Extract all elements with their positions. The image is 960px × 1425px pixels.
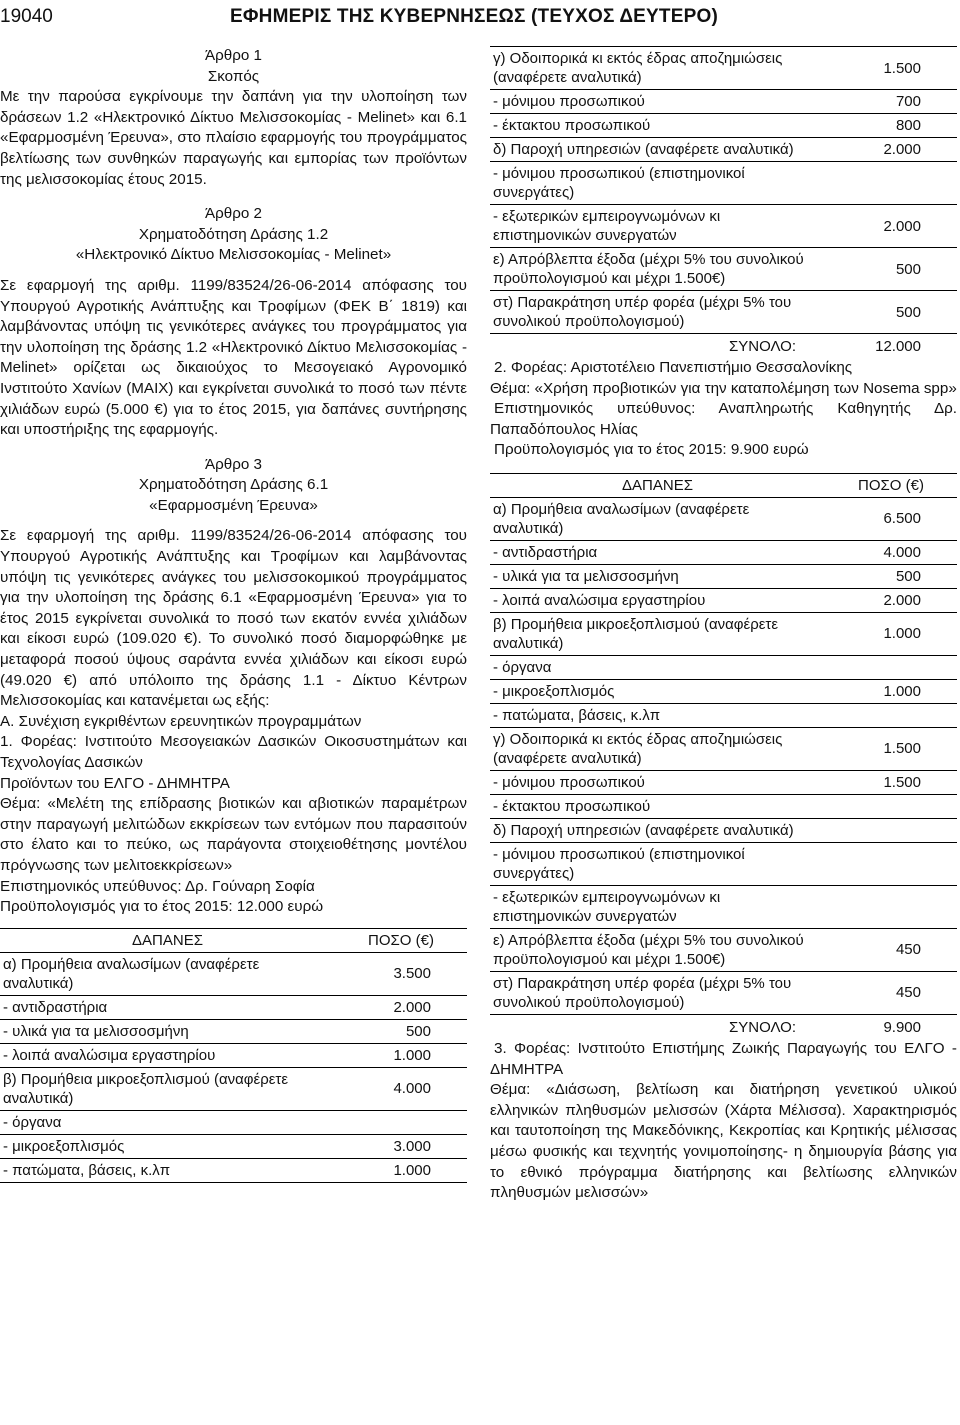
row-value: 800 — [826, 114, 957, 138]
row-label: γ) Οδοιπορικά κι εκτός έδρας αποζημιώσεις (αναφέρετε αναλυτικά) — [490, 727, 826, 770]
row-label: - έκτακτου προσωπικού — [490, 794, 826, 818]
row-value: 1.500 — [826, 770, 957, 794]
table-row — [490, 114, 957, 138]
table-header-row — [0, 928, 467, 952]
table-row — [0, 1043, 467, 1067]
row-label: - αντιδραστήρια — [490, 540, 826, 564]
table-row — [490, 248, 957, 291]
table-row — [490, 794, 957, 818]
table-row — [490, 679, 957, 703]
table-row — [490, 497, 957, 540]
budget-table-1-continued — [490, 46, 957, 358]
row-value: 1.500 — [826, 47, 957, 90]
table-total-row — [490, 334, 957, 359]
row-value: 500 — [826, 564, 957, 588]
header-label: ΔΑΠΑΝΕΣ — [0, 928, 336, 952]
table-row — [490, 928, 957, 971]
row-label: - εξωτερικών εμπειρογνωμόνων κι επιστημονικών συνεργατών — [490, 205, 826, 248]
row-value — [826, 162, 957, 205]
row-value: 4.000 — [826, 540, 957, 564]
row-value — [826, 885, 957, 928]
row-label: στ) Παρακράτηση υπέρ φορέα (μέχρι 5% του συνολικού προϋπολογισμού) — [490, 291, 826, 334]
body-1-responsible: Επιστημονικός υπεύθυνος: Δρ. Γούναρη Σοφία — [0, 877, 315, 895]
table-row — [0, 1110, 467, 1134]
body-2-responsible: Επιστημονικός υπεύθυνος: Αναπληρωτής Καθηγητής Δρ. Παπαδόπουλος Ηλίας — [490, 400, 957, 438]
article-2-text: Σε εφαρμογή της αριθμ. 1199/83524/26-06-2014 απόφασης του Υπουργού Αγροτικής Ανάπτυξης και Τροφίμων (ΦΕΚ Β΄ 1819) και λαμβάνοντας υπόψη τις γενικότερες ανάγκες του προγράμματος για την υλοποίηση της δράσης 1.2 «Ηλεκτρονικό Δίκτυο Μελισσοκομίας -Melinet» ορίζεται ως δικαιούχος το Μεσογειακό Αγρονομικό Ινστιτούτο Χανίων (ΜΑΙΧ) και εγκρίνεται συνολικά το ποσό των πέντε χιλιάδων ευρώ (5.000 €) για το έτος 2015, για δαπάνες συντήρησης και υποστήριξης της εφαρμογής. — [0, 276, 467, 439]
row-value: 3.500 — [336, 952, 467, 995]
row-value: 2.000 — [826, 205, 957, 248]
row-label: - όργανα — [0, 1110, 336, 1134]
row-label: α) Προμήθεια αναλωσίμων (αναφέρετε αναλυτικά) — [490, 497, 826, 540]
row-label: γ) Οδοιπορικά κι εκτός έδρας αποζημιώσεις (αναφέρετε αναλυτικά) — [490, 47, 826, 90]
table-row — [0, 1134, 467, 1158]
total-value: 12.000 — [875, 338, 921, 355]
row-value: 6.500 — [826, 497, 957, 540]
row-value: 1.500 — [826, 727, 957, 770]
row-value — [826, 655, 957, 679]
row-label: - μόνιμου προσωπικού (επιστημονικοί συνεργάτες) — [490, 162, 826, 205]
table-row — [490, 162, 957, 205]
body-2-name: 2. Φορέας: Αριστοτέλειο Πανεπιστήμιο Θεσσαλονίκης — [494, 359, 853, 376]
article-1-title: Σκοπός — [207, 67, 260, 85]
table-row — [490, 564, 957, 588]
table-row — [490, 885, 957, 928]
body-1-theme: Θέμα: «Μελέτη της επίδρασης βιοτικών και αβιοτικών παραμέτρων στην παραγωγή μελιτώδων εκκρίσεων των εντόμων που παρασιτούν στο έλατο και το πεύκο, ως παράγοντα στοιχειοθέτησης μοντέλου πρόγνωσης των μελιτοεκκρίσεων» — [0, 795, 467, 874]
row-value: 2.000 — [336, 995, 467, 1019]
row-label: - πατώματα, βάσεις, κ.λπ — [0, 1158, 336, 1182]
row-value: 700 — [826, 90, 957, 114]
total-label: ΣΥΝΟΛΟ: — [728, 1018, 796, 1036]
gazette-title: ΕΦΗΜΕΡΙΣ ΤΗΣ ΚΥΒΕΡΝΗΣΕΩΣ (ΤΕΥΧΟΣ ΔΕΥΤΕΡΟ) — [230, 6, 718, 27]
row-value: 1.000 — [336, 1043, 467, 1067]
row-value — [336, 1110, 467, 1134]
article-3-number: Άρθρο 3 — [205, 455, 262, 473]
row-label: α) Προμήθεια αναλωσίμων (αναφέρετε αναλυτικά) — [0, 952, 336, 995]
body-2-theme: Θέμα: «Χρήση προβιοτικών για την καταπολέμηση των Nosema spp» — [490, 379, 957, 397]
row-label: στ) Παρακράτηση υπέρ φορέα (μέχρι 5% του συνολικού προϋπολογισμού) — [490, 971, 826, 1014]
row-label: - μόνιμου προσωπικού — [490, 90, 826, 114]
page-header — [0, 0, 960, 34]
row-label: β) Προμήθεια μικροεξοπλισμού (αναφέρετε αναλυτικά) — [0, 1067, 336, 1110]
article-1-number: Άρθρο 1 — [205, 47, 262, 64]
table-row — [490, 703, 957, 727]
row-label: - λοιπά αναλώσιμα εργαστηρίου — [0, 1043, 336, 1067]
body-3-theme: Θέμα: «Διάσωση, βελτίωση και διατήρηση γενετικού υλικού ελληνικών πληθυσμών μελισσών (Χάρτα Μέλισσα). Χαρακτηρισμός και ταυτοποίηση της Μακεδόνικης, Κεκροπίας και Κρητικής μέλισσας μέσω φυσικής και τεχνητής γονιμοποίησης- η δημιουργία βάσης για το εθνικό πρόγραμμα διατήρησης και βελτίωσης ελληνικών πληθυσμών μελισσών» — [490, 1081, 957, 1202]
body-1-budget: Προϋπολογισμός για το έτος 2015: 12.000 ευρώ — [0, 898, 324, 916]
row-value — [826, 703, 957, 727]
article-2-title-line1: Χρηματοδότηση Δράσης 1.2 — [138, 225, 329, 243]
row-label: - λοιπά αναλώσιμα εργαστηρίου — [490, 588, 826, 612]
table-header-row — [490, 473, 957, 497]
table-row — [490, 47, 957, 90]
page-number: 19040 — [0, 6, 53, 27]
table-row — [0, 1158, 467, 1182]
table-row — [0, 995, 467, 1019]
table-total-row — [490, 1014, 957, 1039]
header-label: ΔΑΠΑΝΕΣ — [490, 473, 826, 497]
row-label: - υλικά για τα μελισσοσμήνη — [0, 1019, 336, 1043]
right-column — [490, 46, 957, 1204]
article-3-title-line1: Χρηματοδότηση Δράσης 6.1 — [138, 476, 329, 494]
table-row — [0, 1067, 467, 1110]
table-row — [490, 842, 957, 885]
body-1-org: Προϊόντων του ΕΛΓΟ - ΔΗΜΗΤΡΑ — [0, 774, 230, 792]
article-2-number: Άρθρο 2 — [205, 205, 262, 223]
article-3-title-line2: «Εφαρμοσμένη Έρευνα» — [149, 496, 318, 514]
table-row — [490, 138, 957, 162]
row-value — [826, 794, 957, 818]
table-row — [490, 770, 957, 794]
row-value: 1.000 — [826, 679, 957, 703]
row-value — [826, 842, 957, 885]
table-row — [490, 540, 957, 564]
table-row — [0, 1019, 467, 1043]
header-value: ΠΟΣΟ (€) — [336, 928, 467, 952]
total-value: 9.900 — [883, 1018, 921, 1036]
row-label: ε) Απρόβλεπτα έξοδα (μέχρι 5% του συνολικού προϋπολογισμού και μέχρι 1.500€) — [490, 928, 826, 971]
row-value: 3.000 — [336, 1134, 467, 1158]
table-row — [490, 205, 957, 248]
row-label: δ) Παροχή υπηρεσιών (αναφέρετε αναλυτικά) — [490, 138, 826, 162]
row-value: 1.000 — [336, 1158, 467, 1182]
row-label: - έκτακτου προσωπικού — [490, 114, 826, 138]
row-value: 500 — [336, 1019, 467, 1043]
article-1-text: Με την παρούσα εγκρίνουμε την δαπάνη για την υλοποίηση των δράσεων 1.2 «Ηλεκτρονικό Δίκτυο Μελισσοκομίας - Melinet» και 6.1 «Εφαρμοσμένη Έρευνα», στο πλαίσιο εφαρμογής του προγράμματος βελτίωσης των συνθηκών παραγωγής και εμπορίας των προϊόντων της μελισσοκομίας έτους 2015. — [0, 88, 467, 188]
row-value: 2.000 — [826, 588, 957, 612]
row-label: - μόνιμου προσωπικού (επιστημονικοί συνεργάτες) — [490, 842, 826, 885]
row-value: 500 — [826, 248, 957, 291]
budget-table-2 — [490, 473, 957, 1039]
table-row — [490, 655, 957, 679]
row-label: - μικροεξοπλισμός — [0, 1134, 336, 1158]
body-2-budget: Προϋπολογισμός για το έτος 2015: 9.900 ευρώ — [494, 441, 809, 459]
row-label: ε) Απρόβλεπτα έξοδα (μέχρι 5% του συνολικού προϋπολογισμού και μέχρι 1.500€) — [490, 248, 826, 291]
section-a-heading: Α. Συνέχιση εγκριθέντων ερευνητικών προγραμμάτων — [0, 712, 362, 730]
row-label: β) Προμήθεια μικροεξοπλισμού (αναφέρετε αναλυτικά) — [490, 612, 826, 655]
row-label: - πατώματα, βάσεις, κ.λπ — [490, 703, 826, 727]
row-label: - εξωτερικών εμπειρογνωμόνων κι επιστημονικών συνεργατών — [490, 885, 826, 928]
table-row — [490, 971, 957, 1014]
row-value: 4.000 — [336, 1067, 467, 1110]
row-value: 500 — [826, 291, 957, 334]
table-row — [490, 588, 957, 612]
total-label: ΣΥΝΟΛΟ: — [728, 338, 796, 355]
row-label: - μόνιμου προσωπικού — [490, 770, 826, 794]
budget-table-1 — [0, 928, 467, 1183]
table-row — [490, 727, 957, 770]
table-row — [490, 90, 957, 114]
row-value: 450 — [826, 971, 957, 1014]
header-value: ΠΟΣΟ (€) — [826, 473, 957, 497]
table-row — [490, 291, 957, 334]
table-row — [0, 952, 467, 995]
row-label: δ) Παροχή υπηρεσιών (αναφέρετε αναλυτικά) — [490, 818, 826, 842]
body-3-name: 3. Φορέας: Ινστιτούτο Επιστήμης Ζωικής Παραγωγής του ΕΛΓΟ - ΔΗΜΗΤΡΑ — [490, 1039, 957, 1078]
row-label: - αντιδραστήρια — [0, 995, 336, 1019]
row-value — [826, 818, 957, 842]
table-row — [490, 818, 957, 842]
article-3-text: Σε εφαρμογή της αριθμ. 1199/83524/26-06-2014 απόφασης του Υπουργού Αγροτικής Ανάπτυξης και Τροφίμων και λαμβάνοντας υπόψη τις γενικότερες ανάγκες του μελισσοκομικού προγράμματος για την υλοποίηση της δράσης 6.1 «Εφαρμοσμένη Έρευνα» για το έτος 2015 εγκρίνεται συνολικά το ποσό των εκατόν εννέα χιλιάδων και είκοσι ευρώ (109.020 €). Το συνολικό ποσό διαμορφώθηκε με μεταφορά ποσού ύψους σαράντα εννέα χιλιάδων και είκοσι ευρώ (49.020 €) από υπόλοιπο της δράσης 1.1 - Δίκτυο Κέντρων Μελισσοκομίας και κατανέμεται ως εξής: — [0, 527, 467, 710]
row-label: - υλικά για τα μελισσοσμήνη — [490, 564, 826, 588]
body-1-name: 1. Φορέας: Ινστιτούτο Μεσογειακών Δασικών Οικοσυστημάτων και Τεχνολογίας Δασικών — [0, 733, 467, 771]
row-value: 2.000 — [826, 138, 957, 162]
row-value: 450 — [826, 928, 957, 971]
row-label: - όργανα — [490, 655, 826, 679]
row-label: - μικροεξοπλισμός — [490, 679, 826, 703]
left-column — [0, 46, 467, 1183]
table-row — [490, 612, 957, 655]
article-2-title-line2: «Ηλεκτρονικό Δίκτυο Μελισσοκομίας - Melinet» — [75, 246, 392, 264]
row-value: 1.000 — [826, 612, 957, 655]
